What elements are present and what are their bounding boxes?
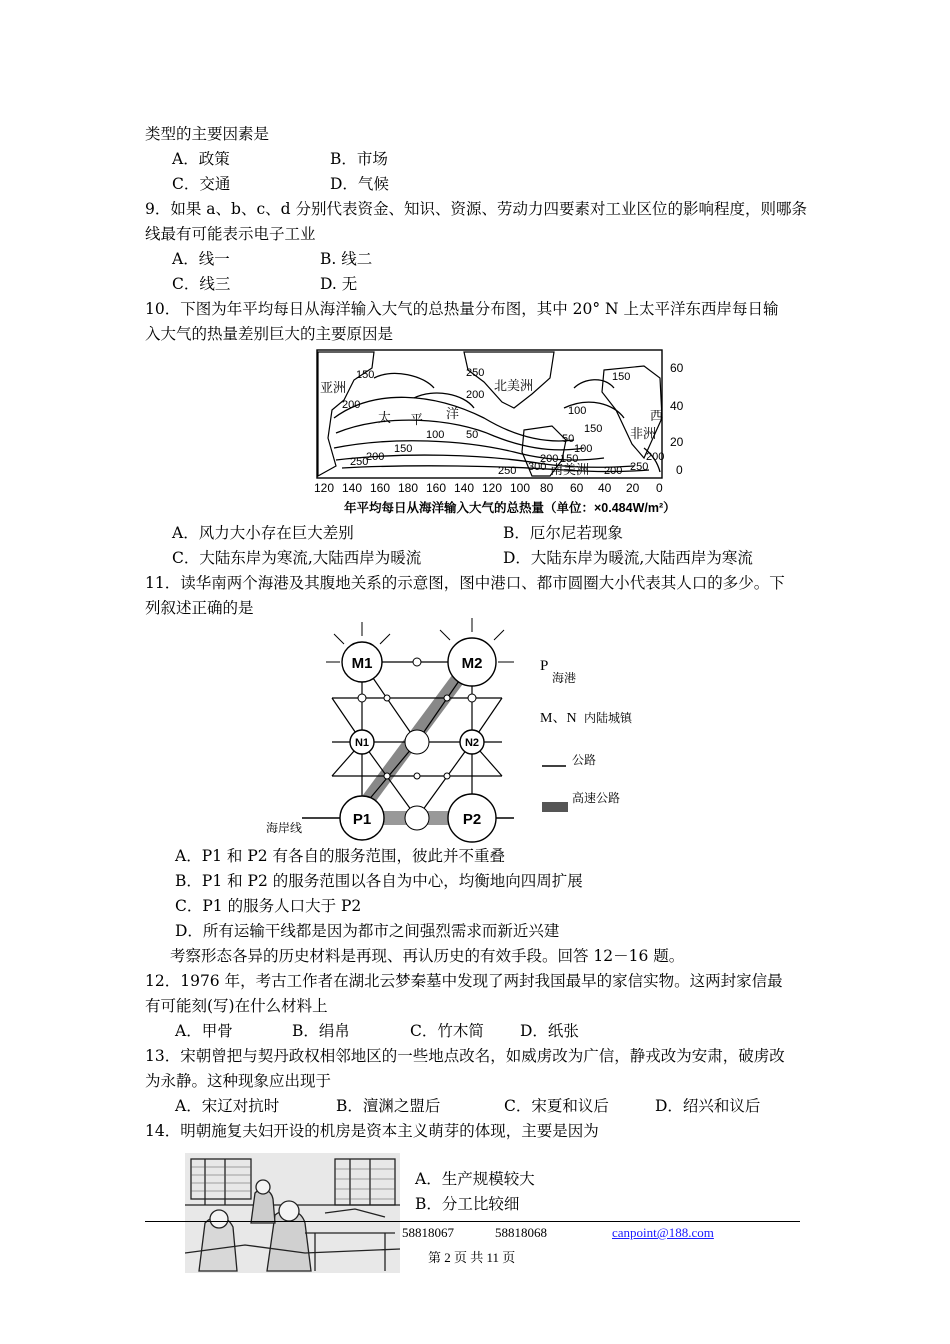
q11-stem-line2: 列叙述正确的是 bbox=[145, 599, 254, 617]
legend-highway-label: 高速公路 bbox=[572, 791, 621, 805]
legend-inland-symbol: M、N bbox=[540, 711, 577, 726]
contour-label: 150 bbox=[612, 371, 631, 383]
q11-option-d: D．所有运输干线都是因为都市之间强烈需求而新近兴建 bbox=[175, 922, 560, 940]
label-pacific: 太 bbox=[378, 410, 392, 425]
coastline-label: 海岸线 bbox=[266, 821, 303, 835]
lon-tick: 80 bbox=[540, 481, 554, 495]
q11-stem-line1: 11．读华南两个海港及其腹地关系的示意图，图中港口、都市圆圈大小代表其人口的多少。下 bbox=[145, 574, 785, 592]
node-m2: M2 bbox=[461, 655, 483, 672]
q12-option-a: A．甲骨 bbox=[175, 1022, 233, 1040]
q14-option-a: A．生产规模较大 bbox=[415, 1170, 535, 1188]
lon-tick: 120 bbox=[314, 481, 335, 495]
q10-stem-line2: 入大气的热量差别巨大的主要原因是 bbox=[145, 325, 394, 343]
lon-tick: 160 bbox=[426, 481, 447, 495]
footer-phone-1: 58818067 bbox=[402, 1225, 454, 1240]
label-north-america: 北美洲 bbox=[494, 378, 534, 393]
legend-road-label: 公路 bbox=[572, 753, 597, 767]
lat-tick: 40 bbox=[670, 399, 684, 413]
contour-label: 300 bbox=[528, 461, 547, 473]
contour-label: 100 bbox=[574, 443, 593, 455]
node-p2: P2 bbox=[462, 811, 482, 828]
lon-tick: 180 bbox=[398, 481, 419, 495]
contour-label: 150 bbox=[560, 453, 579, 465]
q13-option-a: A．宋辽对抗时 bbox=[175, 1097, 280, 1115]
node-p1: P1 bbox=[352, 811, 372, 828]
q11-option-b: B．P1 和 P2 的服务范围以各自为中心，均衡地向四周扩展 bbox=[175, 872, 583, 890]
lat-tick: 0 bbox=[676, 463, 683, 477]
contour-label: 200 bbox=[342, 399, 361, 411]
q12-option-b: B．绢帛 bbox=[292, 1022, 350, 1040]
port-hinterland-diagram bbox=[262, 618, 662, 868]
lon-tick: 20 bbox=[626, 481, 640, 495]
heat-distribution-map bbox=[314, 348, 710, 520]
contour-label: 50 bbox=[562, 433, 575, 445]
footer-phone-2: 58818068 bbox=[495, 1225, 547, 1240]
q8-option-d: D．气候 bbox=[330, 175, 389, 193]
q9-option-c: C．线三 bbox=[172, 275, 231, 293]
q9-option-d: D. 无 bbox=[320, 275, 358, 293]
q9-option-a: A．线一 bbox=[172, 250, 230, 268]
node-n2: N2 bbox=[464, 737, 480, 749]
lon-tick: 160 bbox=[370, 481, 391, 495]
contour-label: 250 bbox=[350, 456, 369, 468]
lon-tick: 60 bbox=[570, 481, 584, 495]
contour-label: 100 bbox=[426, 429, 445, 441]
q11-option-a: A．P1 和 P2 有各自的服务范围，彼此并不重叠 bbox=[175, 847, 506, 865]
contour-label: 200 bbox=[604, 465, 623, 477]
lat-tick: 60 bbox=[670, 361, 684, 375]
contour-label: 150 bbox=[356, 369, 375, 381]
lon-tick: 140 bbox=[342, 481, 363, 495]
lon-tick: 40 bbox=[598, 481, 612, 495]
contour-label: 200 bbox=[466, 389, 485, 401]
q10-option-d: D．大陆东岸为暖流,大陆西岸为寒流 bbox=[503, 549, 753, 567]
q8-option-b: B．市场 bbox=[330, 150, 388, 168]
contour-label: 100 bbox=[568, 405, 587, 417]
q11-option-c: C．P1 的服务人口大于 P2 bbox=[175, 897, 362, 915]
q13-option-d: D．绍兴和议后 bbox=[655, 1097, 761, 1115]
q12-option-d: D．纸张 bbox=[520, 1022, 579, 1040]
node-n1: N1 bbox=[354, 737, 370, 749]
lon-tick: 100 bbox=[510, 481, 531, 495]
q9-stem-line2: 线最有可能表示电子工业 bbox=[145, 225, 316, 243]
q8-option-a: A．政策 bbox=[172, 150, 230, 168]
q12-stem-line2: 有可能刻(写)在什么材料上 bbox=[145, 997, 328, 1015]
lat-tick: 20 bbox=[670, 435, 684, 449]
lon-tick: 140 bbox=[454, 481, 475, 495]
legend-port-symbol: P bbox=[540, 658, 549, 674]
q8-stem-continuation: 类型的主要因素是 bbox=[145, 125, 270, 143]
q13-stem-line2: 为永静。这种现象应出现于 bbox=[145, 1072, 332, 1090]
q13-stem-line1: 13．宋朝曾把与契丹政权相邻地区的一些地点改名，如威虏改为广信，静戎改为安肃，破虏改 bbox=[145, 1047, 785, 1065]
q14-option-b: B．分工比较细 bbox=[415, 1195, 520, 1213]
q8-option-c: C．交通 bbox=[172, 175, 231, 193]
label-pacific: 洋 bbox=[446, 406, 460, 421]
contour-label: 200 bbox=[646, 451, 665, 463]
q10-option-a: A．风力大小存在巨大差别 bbox=[172, 524, 354, 542]
q14-stem: 14．明朝施复夫妇开设的机房是资本主义萌芽的体现，主要是因为 bbox=[145, 1122, 599, 1140]
contour-label: 250 bbox=[630, 461, 649, 473]
footer-rule bbox=[145, 1221, 800, 1222]
page-number: 第 2 页 共 11 页 bbox=[428, 1250, 516, 1265]
legend-port-label: 海港 bbox=[552, 671, 577, 685]
q13-option-b: B．澶渊之盟后 bbox=[336, 1097, 441, 1115]
contour-label: 200 bbox=[366, 451, 385, 463]
label-pacific: 平 bbox=[410, 412, 424, 427]
q9-stem-line1: 9．如果 a、b、c、d 分别代表资金、知识、资源、劳动力四要素对工业区位的影响程度，则哪条 bbox=[145, 200, 807, 218]
footer-email-link[interactable]: canpoint@188.com bbox=[612, 1225, 714, 1240]
lon-tick: 120 bbox=[482, 481, 503, 495]
contour-label: 250 bbox=[498, 465, 517, 477]
label-asia: 亚洲 bbox=[320, 380, 347, 395]
node-m1: M1 bbox=[351, 655, 373, 672]
q12-stem-line1: 12．1976 年，考古工作者在湖北云梦秦墓中发现了两封我国最早的家信实物。这两封家信最 bbox=[145, 972, 783, 990]
legend-inland-label: 内陆城镇 bbox=[584, 711, 633, 725]
label-west: 西 bbox=[650, 408, 664, 423]
contour-label: 150 bbox=[584, 423, 603, 435]
contour-label: 200 bbox=[540, 453, 559, 465]
q12-option-c: C．竹木简 bbox=[410, 1022, 484, 1040]
label-south-america: 南美洲 bbox=[550, 462, 590, 477]
q10-option-b: B．厄尔尼若现象 bbox=[503, 524, 623, 542]
weaving-workshop-illustration bbox=[185, 1153, 400, 1273]
map-caption: 年平均每日从海洋输入大气的总热量（单位：×0.484W/m²） bbox=[344, 501, 676, 515]
contour-label: 150 bbox=[394, 443, 413, 455]
q10-stem-line1: 10．下图为年平均每日从海洋输入大气的总热量分布图，其中 20° N 上太平洋东西岸每日输 bbox=[145, 300, 779, 318]
history-section-intro: 考察形态各异的历史材料是再现、再认历史的有效手段。回答 12－16 题。 bbox=[170, 947, 685, 965]
q10-option-c: C．大陆东岸为寒流,大陆西岸为暖流 bbox=[172, 549, 422, 567]
q9-option-b: B. 线二 bbox=[320, 250, 373, 268]
contour-label: 250 bbox=[466, 367, 485, 379]
label-africa: 非洲 bbox=[630, 426, 657, 441]
q13-option-c: C．宋夏和议后 bbox=[504, 1097, 609, 1115]
contour-label: 50 bbox=[466, 429, 479, 441]
lon-tick: 0 bbox=[656, 481, 663, 495]
